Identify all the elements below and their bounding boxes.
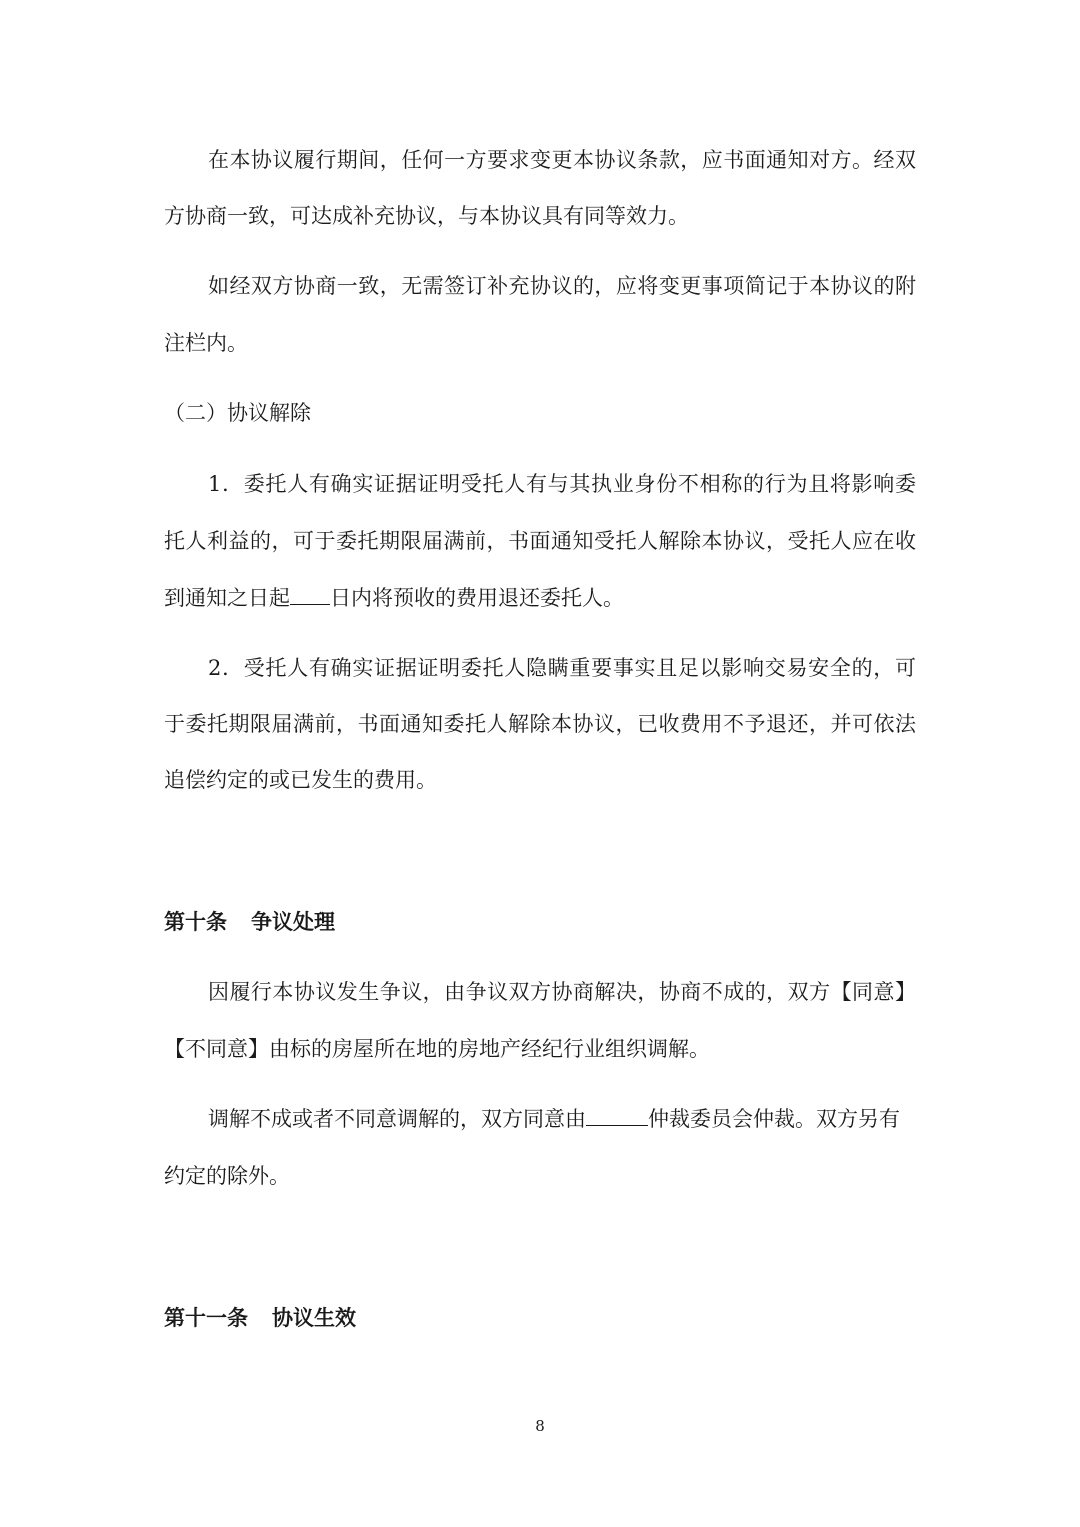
paragraph-line: 方协商一致，可达成补充协议，与本协议具有同等效力。 <box>164 204 689 228</box>
article-heading <box>164 902 916 942</box>
paragraph-line: 在本协议履行期间，任何一方要求变更本协议条款，应书面通知对方。经双 <box>208 148 916 172</box>
page-number: 8 <box>535 1417 545 1435</box>
article-title: 争议处理 <box>251 910 335 934</box>
article-heading <box>164 1298 916 1338</box>
article-number: 第十条 <box>164 910 227 934</box>
paragraph-line: 约定的除外。 <box>164 1164 290 1188</box>
article-number: 第十一条 <box>164 1306 248 1330</box>
fill-in-blank[interactable] <box>290 578 330 605</box>
text-segment: 日内将预收的费用退还委托人。 <box>330 586 624 610</box>
list-item-line: 追偿约定的或已发生的费用。 <box>164 768 437 792</box>
paragraph-line: 如经双方协商一致，无需签订补充协议的，应将变更事项简记于本协议的附 <box>208 274 916 298</box>
paragraph-line: 因履行本协议发生争议，由争议双方协商解决，协商不成的，双方【同意】 <box>208 980 916 1004</box>
paragraph-line <box>208 1099 916 1139</box>
text-segment: 调解不成或者不同意调解的，双方同意由 <box>208 1107 586 1131</box>
paragraph-line: 【不同意】由标的房屋所在地的房地产经纪行业组织调解。 <box>164 1037 710 1061</box>
text-segment: 到通知之日起 <box>164 586 290 610</box>
fill-in-blank[interactable] <box>586 1099 648 1126</box>
paragraph-line: 注栏内。 <box>164 331 248 355</box>
list-item-line: 于委托期限届满前，书面通知委托人解除本协议，已收费用不予退还，并可依法 <box>164 712 916 736</box>
text-segment: 仲裁委员会仲裁。双方另有 <box>648 1107 900 1131</box>
section-heading: （二）协议解除 <box>164 401 311 425</box>
list-item-line: 1．委托人有确实证据证明受托人有与其执业身份不相称的行为且将影响委 <box>208 472 916 496</box>
article-title: 协议生效 <box>272 1306 356 1330</box>
list-item-line: 2．受托人有确实证据证明委托人隐瞒重要事实且足以影响交易安全的，可 <box>208 656 916 680</box>
list-item-line: 托人利益的，可于委托期限届满前，书面通知受托人解除本协议，受托人应在收 <box>164 529 916 553</box>
list-item-line <box>164 578 916 618</box>
